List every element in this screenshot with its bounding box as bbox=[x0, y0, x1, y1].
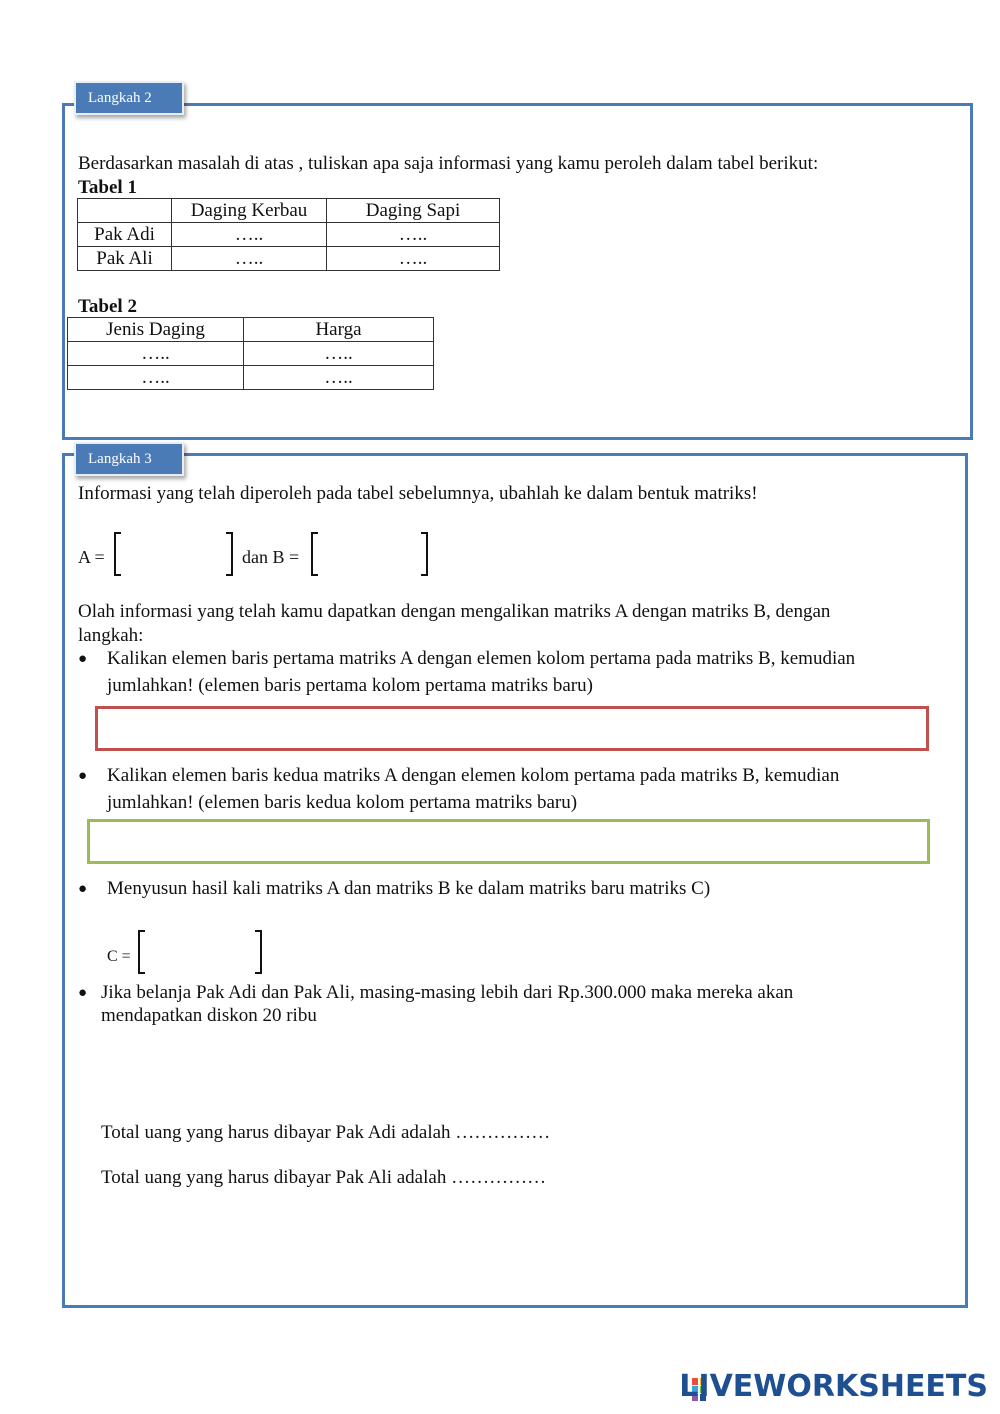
bullet-icon: ● bbox=[78, 985, 88, 1001]
bullet2-line1: Kalikan elemen baris kedua matriks A dengan elemen kolom pertama pada matriks B, kemudian bbox=[107, 765, 840, 786]
matrix-b-right-bracket bbox=[421, 532, 428, 576]
bullet1-line1: Kalikan elemen baris pertama matriks A dengan elemen kolom pertama pada matriks B, kemudian bbox=[107, 648, 856, 669]
matrix-a-input[interactable] bbox=[123, 532, 225, 576]
table2-cell[interactable]: ….. bbox=[68, 366, 244, 390]
bullet1-line2: jumlahkan! (elemen baris pertama kolom pertama matriks baru) bbox=[107, 675, 593, 696]
bullet4-line1: Jika belanja Pak Adi dan Pak Ali, masing-masing lebih dari Rp.300.000 maka mereka akan bbox=[101, 982, 794, 1003]
step2-intro: Berdasarkan masalah di atas , tuliskan apa saja informasi yang kamu peroleh dalam tabel berikut: bbox=[78, 153, 819, 174]
table1-cell: Pak Adi bbox=[78, 223, 172, 247]
answer-box-row2[interactable] bbox=[87, 819, 930, 864]
bullet2-line2: jumlahkan! (elemen baris kedua kolom pertama matriks baru) bbox=[107, 792, 578, 813]
bullet3-text: Menyusun hasil kali matriks A dan matriks B ke dalam matriks baru matriks C) bbox=[107, 878, 711, 899]
bullet4-line2: mendapatkan diskon 20 ribu bbox=[101, 1005, 317, 1026]
table1-title: Tabel 1 bbox=[78, 177, 137, 198]
table-row bbox=[78, 247, 500, 271]
matrix-b-input[interactable] bbox=[320, 532, 420, 576]
bullet-icon: ● bbox=[78, 651, 88, 667]
matrix-c-left-bracket bbox=[138, 930, 145, 974]
table1 bbox=[77, 198, 500, 271]
matrix-c-right-bracket bbox=[255, 930, 262, 974]
table2-title: Tabel 2 bbox=[78, 296, 137, 317]
table2 bbox=[67, 317, 434, 390]
table-row bbox=[68, 342, 434, 366]
process-line1: Olah informasi yang telah kamu dapatkan dengan mengalikan matriks A dengan matriks B, dengan bbox=[78, 601, 831, 622]
table1-header-kerbau: Daging Kerbau bbox=[172, 199, 327, 223]
step3-intro: Informasi yang telah diperoleh pada tabel sebelumnya, ubahlah ke dalam bentuk matriks! bbox=[78, 483, 758, 504]
table1-cell[interactable]: ….. bbox=[327, 223, 500, 247]
step2-tag: Langkah 2 bbox=[74, 81, 184, 115]
total-adi: Total uang yang harus dibayar Pak Adi adalah …………… bbox=[101, 1122, 551, 1143]
bullet-icon: ● bbox=[78, 881, 88, 897]
table1-cell[interactable]: ….. bbox=[327, 247, 500, 271]
matrix-a-left-bracket bbox=[114, 532, 121, 576]
matrix-c-label: C = bbox=[107, 948, 131, 965]
table1-cell[interactable]: ….. bbox=[172, 223, 327, 247]
table1-header-sapi: Daging Sapi bbox=[327, 199, 500, 223]
step3-tag: Langkah 3 bbox=[74, 442, 184, 476]
table2-header-harga: Harga bbox=[244, 318, 434, 342]
table-row bbox=[78, 223, 500, 247]
process-line2: langkah: bbox=[78, 625, 144, 646]
table1-cell: Pak Ali bbox=[78, 247, 172, 271]
matrix-a-label: A = bbox=[78, 547, 105, 567]
table2-header-jenis: Jenis Daging bbox=[68, 318, 244, 342]
table-row bbox=[68, 366, 434, 390]
table2-cell[interactable]: ….. bbox=[244, 342, 434, 366]
total-ali: Total uang yang harus dibayar Pak Ali adalah …………… bbox=[101, 1167, 547, 1188]
matrix-b-label: dan B = bbox=[242, 547, 300, 567]
bullet-icon: ● bbox=[78, 768, 88, 784]
answer-box-row1[interactable] bbox=[95, 706, 929, 751]
table1-cell[interactable]: ….. bbox=[172, 247, 327, 271]
table1-header-empty bbox=[78, 199, 172, 223]
liveworksheets-logo: LIVEWORKSHEETS bbox=[679, 1369, 988, 1404]
table2-cell[interactable]: ….. bbox=[244, 366, 434, 390]
matrix-b-left-bracket bbox=[311, 532, 318, 576]
matrix-a-right-bracket bbox=[226, 532, 233, 576]
matrix-c-input[interactable] bbox=[147, 930, 254, 974]
table2-cell[interactable]: ….. bbox=[68, 342, 244, 366]
